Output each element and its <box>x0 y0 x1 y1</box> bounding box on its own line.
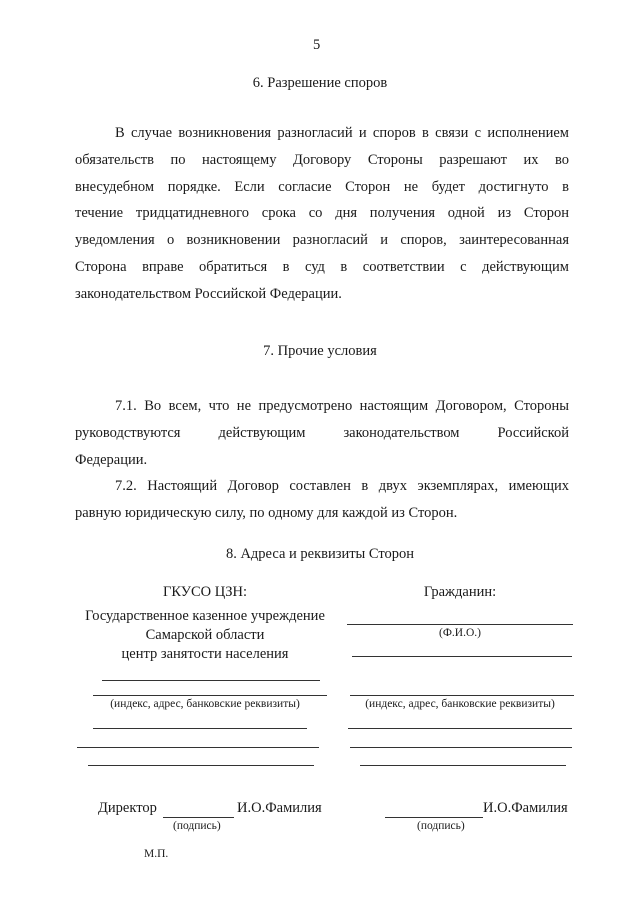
right-requisites-label: (индекс, адрес, банковские реквизиты) <box>365 698 555 710</box>
paragraph-line: Сторона вправе обратиться в суд в соответствии с действующим <box>75 258 569 275</box>
left-blank-line <box>102 680 320 681</box>
org-name-line: центр занятости населения <box>121 646 289 662</box>
section-7-title: 7. Прочие условия <box>263 343 377 359</box>
right-party-heading: Гражданин: <box>423 584 497 600</box>
right-blank-line <box>348 728 572 729</box>
section-7-2-paragraph <box>75 473 569 527</box>
paragraph-line: течение тридцатидневного срока со дня получения одной из Сторон <box>75 205 569 222</box>
left-party-heading: ГКУСО ЦЗН: <box>162 584 248 600</box>
left-blank-line <box>93 728 307 729</box>
paragraph-line: внесудебном порядке. Если согласие Сторон не будет достигнуто в <box>75 178 569 195</box>
left-blank-line <box>88 765 314 766</box>
left-blank-line <box>93 695 327 696</box>
page-number: 5 <box>313 37 321 53</box>
fio-label: (Ф.И.О.) <box>439 627 481 639</box>
right-blank-line <box>352 656 572 657</box>
paragraph-line: 7.1. Во всем, что не предусмотрено настоящим Договором, Стороны <box>115 398 569 414</box>
right-blank-line <box>360 765 566 766</box>
paragraph-line: равную юридическую силу, по одному для каждой из Сторон. <box>75 504 458 521</box>
paragraph-line: 7.2. Настоящий Договор составлен в двух экземплярах, имеющих <box>115 478 569 494</box>
section-8-title: 8. Адреса и реквизиты Сторон <box>225 546 415 562</box>
director-signature-line <box>163 817 234 818</box>
citizen-name: И.О.Фамилия <box>483 800 568 816</box>
right-blank-line <box>350 747 572 748</box>
left-blank-line <box>77 747 319 748</box>
paragraph-line: уведомления о возникновении разногласий и споров, заинтересованная <box>75 232 569 249</box>
paragraph-line: обязательств по настоящему Договору Стороны разрешают их во <box>75 151 569 168</box>
org-name-line: Самарской области <box>145 627 265 643</box>
stamp-label: М.П. <box>144 848 169 860</box>
paragraph-line: законодательством Российской Федерации. <box>75 285 342 302</box>
section-7-1-paragraph <box>75 393 569 473</box>
paragraph-line: руководствуются действующим законодательством Российской <box>75 424 569 441</box>
director-label: Директор <box>98 800 157 816</box>
paragraph-line: Федерации. <box>75 451 148 468</box>
org-name-line: Государственное казенное учреждение <box>85 608 325 624</box>
citizen-signature-line <box>385 817 483 818</box>
director-name: И.О.Фамилия <box>237 800 322 816</box>
section-6-paragraph <box>75 120 569 308</box>
citizen-signature-label: (подпись) <box>417 820 465 832</box>
section-6-title: 6. Разрешение споров <box>252 75 388 91</box>
paragraph-line: В случае возникновения разногласий и споров в связи с исполнением <box>115 125 569 141</box>
left-requisites-label: (индекс, адрес, банковские реквизиты) <box>110 698 300 710</box>
right-blank-line <box>350 695 574 696</box>
right-blank-line <box>347 624 573 625</box>
director-signature-label: (подпись) <box>173 820 221 832</box>
